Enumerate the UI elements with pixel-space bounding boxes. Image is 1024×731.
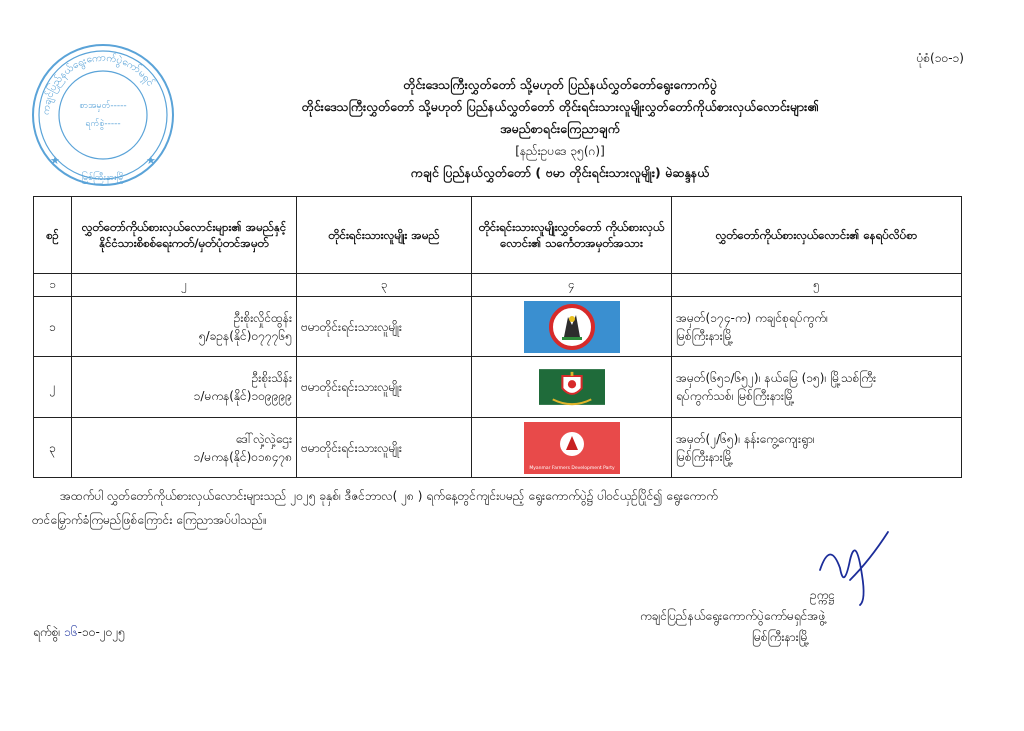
ethnicity-cell: ဗမာတိုင်းရင်းသားလူမျိုး [297, 297, 472, 357]
row-serial: ၂ [34, 357, 72, 418]
candidate-name: ဦးစိုးလှိုင်ထွန်း [233, 310, 292, 325]
column-index: ၃ [297, 274, 472, 297]
address-line: ရပ်ကွက်သစ်၊ မြစ်ကြီးနားမြို့ [676, 389, 795, 403]
table-row [34, 297, 962, 357]
symbol-cell [472, 418, 672, 478]
address-line: အမှတ်(၂/၆၅)၊ နန်းကွေ့ကျေးရွာ၊ [676, 431, 815, 446]
header-address: လွှတ်တော်ကိုယ်စားလှယ်လောင်း၏ နေရပ်လိပ်စာ [672, 197, 962, 274]
document-title-block [180, 74, 940, 184]
signatory-title: ဥက္ကဋ္ဌ [810, 588, 835, 602]
signature-block [640, 585, 960, 648]
candidate-name: ဒေါ်လှဲ့လှဲ့ဌေး [235, 431, 292, 446]
address-line: မြစ်ကြီးနားမြို့ [676, 449, 734, 464]
signatory-city: မြစ်ကြီးနားမြို့ [752, 630, 810, 644]
stamp-number-line: စာအမှတ်----- [79, 101, 127, 111]
stamp-ring-text: ကချင်ပြည်နယ်ရွေးကောက်ပွဲကော်မရှင် [40, 52, 156, 116]
party-flag-shield-emblem-icon [539, 359, 605, 415]
table-header-row [34, 197, 962, 274]
address-line: အမှတ်(၁၇၄-က) ကချင်စုရပ်ကွက်၊ [676, 310, 828, 325]
form-number: ပုံစံ(၁၀-၁) [916, 51, 964, 65]
address-cell [672, 297, 962, 357]
column-index: ၅ [672, 274, 962, 297]
title-line-2: တိုင်းဒေသကြီးလွှတ်တော် သို့မဟုတ် ပြည်နယ်လွှတ်တော် တိုင်းရင်းသားလူမျိုးလွှတ်တော်ကိုယ်စားလှယ်လောင်းများ၏ [301, 99, 819, 114]
header-serial: စဉ် [34, 197, 72, 274]
constituency-title: ကချင် ပြည်နယ်လွှတ်တော် ( ဗမာ တိုင်းရင်းသားလူမျိုး) မဲဆန္ဒနယ် [410, 165, 710, 180]
title-line-1: တိုင်းဒေသကြီးလွှတ်တော် သို့မဟုတ် ပြည်နယ်လွှတ်တော်ရွေးကောက်ပွဲ [403, 77, 717, 92]
symbol-cell [472, 297, 672, 357]
candidate-nrc: ၁/မကန(နိုင်)၁၀၉၉၉၉ [193, 389, 292, 403]
document-date [33, 624, 125, 642]
stamp-star-icon: ★ [146, 154, 156, 167]
column-index: ၁ [34, 274, 72, 297]
column-index: ၄ [472, 274, 672, 297]
candidate-name: ဦးစိုးသိန်း [251, 371, 292, 385]
flag-caption: Myanmar Farmers Development Party [528, 465, 615, 471]
column-index-row [34, 274, 962, 297]
ethnicity-cell: ဗမာတိုင်းရင်းသားလူမျိုး [297, 357, 472, 418]
candidate-name-cell [72, 297, 297, 357]
party-flag-farmers-icon [524, 422, 620, 474]
candidate-name-cell [72, 418, 297, 478]
address-cell [672, 357, 962, 418]
announcement-line-2: တင်မြှောက်ခံကြမည်ဖြစ်ကြောင်း ကြေညာအပ်ပါသည်။ [32, 513, 267, 527]
address-line: မြစ်ကြီးနားမြို့ [676, 328, 734, 343]
header-name: လွှတ်တော်ကိုယ်စားလှယ်လောင်းများ၏ အမည်နှင့် နိုင်ငံသားစိစစ်ရေးကတ်/မှတ်ပုံတင်အမှတ် [72, 197, 297, 274]
candidate-nrc: ၅/ခဥန(နိုင်)၀၇၇၇၆၅ [198, 328, 292, 343]
date-day: ၁၆ [64, 625, 78, 639]
candidate-name-cell [72, 357, 297, 418]
stamp-date-line: ရက်စွဲ----- [85, 119, 121, 129]
address-cell [672, 418, 962, 478]
announcement-paragraph [32, 484, 960, 532]
announcement-line-1: အထက်ပါ လွှတ်တော်ကိုယ်စားလှယ်လောင်းများသည် ၂၀၂၅ ခုနှစ်၊ ဒီဇင်ဘာလ( ၂၈ ) ရက်နေ့တွင်ကျင်းပမည့် ရွေးကောက်ပွဲ၌ ပါဝင်ယှဉ်ပြိုင်၍ ရွေးကောက် [60, 489, 718, 503]
candidate-table [33, 196, 962, 478]
ethnicity-cell: ဗမာတိုင်းရင်းသားလူမျိုး [297, 418, 472, 478]
stamp-city: မြစ်ကြီးနားမြို့ [81, 173, 125, 183]
stamp-star-icon: ★ [50, 154, 60, 167]
title-line-3: အမည်စာရင်းကြေညာချက် [500, 121, 620, 136]
header-symbol: တိုင်းရင်းသားလူမျိုးလွှတ်တော် ကိုယ်စားလှယ်လောင်း၏ သင်္ကေတအမှတ်အသား [472, 197, 672, 274]
table-row [34, 357, 962, 418]
row-serial: ၁ [34, 297, 72, 357]
row-serial: ၃ [34, 418, 72, 478]
date-rest: -၁၀-၂၀၂၅ [77, 625, 126, 639]
date-label: ရက်စွဲ၊ [33, 625, 61, 639]
candidate-nrc: ၁/မကန(နိုင်)၀၁၈၄၇၈ [193, 449, 292, 464]
official-seal-stamp [28, 40, 178, 190]
column-index: ၂ [72, 274, 297, 297]
header-ethnicity: တိုင်းရင်းသားလူမျိုး အမည် [297, 197, 472, 274]
address-line: အမှတ်(၆၅၁/၆၅၂)၊ နယ်မြေ (၁၅)၊ မြို့သစ်ကြီး [676, 371, 877, 385]
party-flag-peacock-icon [524, 301, 620, 353]
law-reference: [နည်းဥပဒေ ၃၅(ဂ)] [515, 144, 605, 158]
symbol-cell [472, 357, 672, 418]
signatory-body: ကချင်ပြည်နယ်ရွေးကောက်ပွဲကော်မရှင်အဖွဲ့ [640, 609, 826, 623]
table-row [34, 418, 962, 478]
